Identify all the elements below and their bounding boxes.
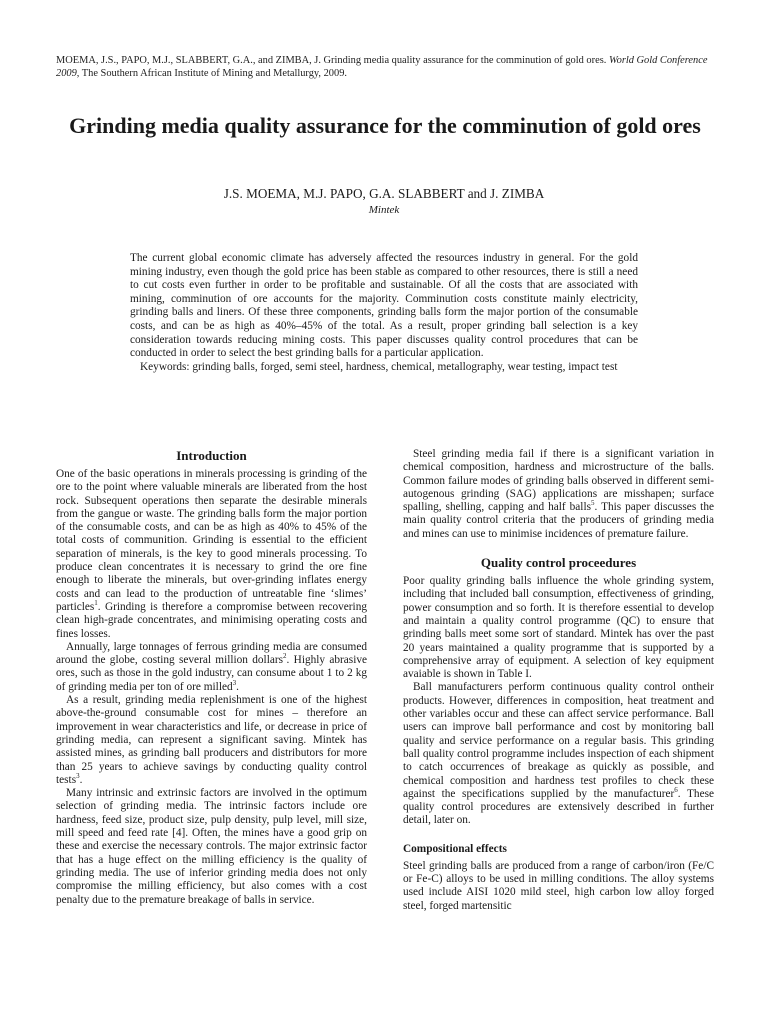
citation-publisher: , The Southern African Institute of Mining and Metallurgy, 2009. [76,68,347,79]
paper-authors: J.S. MOEMA, M.J. PAPO, G.A. SLABBERT and J. ZIMBA [223,186,545,201]
reference-marker: 3 [232,678,237,687]
section-heading-quality-control: Quality control proceedures [480,555,637,571]
paragraph [56,468,367,641]
paragraph: Steel grinding balls are produced from a range of carbon/iron (Fe/C or Fe-C) alloys to be used in milling conditions. The alloy systems used include AISI 1020 mild steel, high carbon low alloy forged steel, forged martensitic [403,859,714,912]
reference-marker: 2 [283,652,287,661]
paragraph-text: Ball manufacturers perform continuous quality control ontheir products. However, differences in composition, heat treatment and other variables occur and these can affect service performance. Ball users can improve ball performance and cost by monitoring ball quality and service performance on a regular basis. This grinding ball quality control programme includes inspection of each shipment to catch occurrences of breakage as quickly as possible, and chemical composition and hardness test profiles to check these against the specifications supplied by the manufacturer [403,681,714,800]
paper-title: Grinding media quality assurance for the comminution of gold ores [69,113,701,138]
paragraph-text: . Highly abrasive ores, such as those in the gold industry, can consume about 1 to 2 kg of grinding media per ton of ore milled [56,654,367,693]
section-heading-introduction: Introduction [176,448,247,463]
paragraph [56,641,367,694]
paragraph-text: . [79,773,83,786]
paragraph: Many intrinsic and extrinsic factors are involved in the optimum selection of grinding media. The intrinsic factors include ore hardness, feed size, product size, pulp density, pulp level, mill size, mill speed and feed rate [4]. Often, the mines have a good grip on these and exercise the necessary controls. The major extrinsic factor that has a huge effect on the milling efficiency is the quality of grinding media. The use of inferior grinding media does not only compromise the milling efficiency, but also comes with a cost penalty due to the premature breakage of balls in service. [56,787,367,906]
paragraph-text: As a result, grinding media replenishment is one of the highest above-the-ground consumable cost for mines – therefore an improvement in wear characteristics and life, or decrease in price of grinding media, can represent a significant saving. Mintek has assisted mines, as grinding ball producers and distributors for more than 25 years to achieve savings by conducting quality control tests [56,694,367,786]
paragraph-text: One of the basic operations in minerals processing is grinding of the ore to the point where valuable minerals are liberated from the host rock. Subsequent operations then separate the desirable minerals from the gangue or waste. The grinding balls form the major portion of the consumable costs, and can be as high as 40% to 45% of the total costs of communition. Grinding is essential to the efficient separation of minerals, is the key to good minerals processing. To produce clean concentrates it is necessary to grind the ore fine enough to liberate the minerals, but over-grinding inflates energy costs and can lead to the production of untreatable fine ‘slimes’ particles [56,468,367,613]
paragraph-text: . [236,680,239,693]
reference-marker: 5 [590,499,595,508]
paragraph-text: Annually, large tonnages of ferrous grinding media are consumed around the globe, costing several million dollars [56,640,367,667]
subsection-heading-compositional-effects: Compositional effects [403,842,507,855]
paragraph [403,681,714,827]
paragraph-text: . This paper discusses the main quality control criteria that the producers of grinding media and mines can use to minimise incidences of premature failure. [403,501,714,540]
reference-marker: 3 [76,772,80,781]
paragraph [56,694,367,787]
citation-venue: World Gold Conference 2009 [56,55,708,79]
paragraph-text: Steel grinding media fail if there is a significant variation in chemical composition, hardness and microstructure of the balls. Common failure modes of grinding balls observed in different semi-autogenous grinding (SAG) applications are misshapen; surface spalling, shelling, capping and half balls [403,448,714,514]
abstract-keywords: Keywords: grinding balls, forged, semi steel, hardness, chemical, metallography, wear testing, impact test [140,360,618,373]
abstract [130,252,638,374]
citation [56,54,716,80]
citation-text: MOEMA, J.S., PAPO, M.J., SLABBERT, G.A., and ZIMBA, J. Grinding media quality assurance for the comminution of gold ores. [56,55,609,66]
right-column [403,448,714,913]
paragraph: Poor quality grinding balls influence the whole grinding system, including that included ball consumption, effectiveness of grinding, power consumption and so forth. It is therefore essential to develop and maintain a quality control programme (QC) to ensure that grinding balls meet some sort of standard. Mintek has over the past 20 years maintained a quality programme that is supported by a comprehensive array of equipment. A selection of key equipment avaiable is shown in Table I. [403,575,714,681]
author-affiliation: Mintek [368,204,400,216]
paragraph-text: . Grinding is therefore a compromise between recovering clean high-grade concentrates, and minimising operating costs and fines losses. [56,600,367,640]
reference-marker: 6 [674,786,678,795]
paragraph [403,448,714,541]
left-column [56,448,367,907]
paragraph-text: . These quality control procedures are extensively described in further detail, later on. [403,787,715,827]
reference-marker: 1 [94,599,98,608]
abstract-body: The current global economic climate has adversely affected the resources industry in general. For the gold mining industry, even though the gold price has been stable as compared to other resources, there is still a need to cut costs even further in order to be profitable and sustainable. Of all the costs that are associated with mining, comminution of ore accounts for the majority. Comminution costs constitute mainly electricity, grinding balls and liners. Of these three components, grinding balls form the major portion of the consumable costs, and can be as high as 40%–45% of the total. As a result, proper grinding ball selection is a key consideration towards reducing mining costs. This paper discusses quality control procedures that can be conducted in order to select the best grinding balls for a particular application. [130,252,638,360]
